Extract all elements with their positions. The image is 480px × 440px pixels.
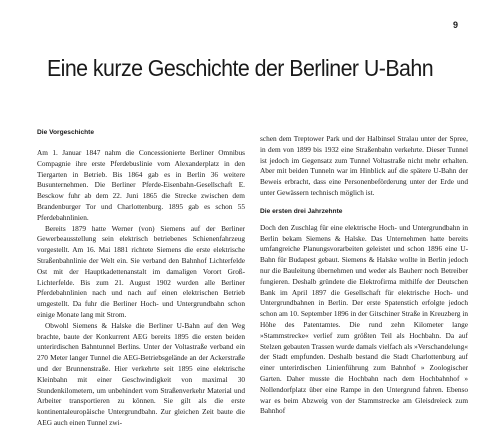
paragraph: Obwohl Siemens & Halske die Berliner U-Bahn auf den Weg brachte, baute der Konkurrent AEG bereits 1895 die ersten beiden unterirdischen Bahntunnel Berlins. Unter der Voltastraße verband ein 270 Meter langer Tunnel die AEG-Betriebsgelände an der Ackerstraße und der Brunnenstraße. Hier verkehrte seit 1895 eine elektrische Kleinbahn mit einer Geschwindigkeit von maximal 30 Stundenkilometern, um unbehindert vom Straßenverkehr Material und Arbeiter transportieren zu können. Sie gilt als die erste kontinentaleuropäische Untergrundbahn. Zur gleichen Zeit baute die AEG auch einen Tunnel zwi- <box>37 320 245 427</box>
left-column <box>37 128 245 429</box>
page-number: 9 <box>452 20 458 30</box>
paragraph: schen dem Treptower Park und der Halbinsel Stralau unter der Spree, in dem von 1899 bis 1932 eine Straßenbahn verkehrte. Dieser Tunnel ist jedoch im Gegensatz zum Tunnel Voltastraße nicht mehr erhalten. Aber mit beiden Tunneln war im Hinblick auf die spätere U-Bahn der Beweis erbracht, dass eine Personenbeförderung unter der Erde und unter Gewässern technisch möglich ist. <box>260 134 468 197</box>
section-heading-ersten-drei-jahrzehnte: Die ersten drei Jahrzehnte <box>260 207 343 215</box>
paragraph: Bereits 1879 hatte Werner (von) Siemens auf der Berliner Gewerbeausstellung sein elektrisch betriebenes Schienenfahrzeug vorgestellt. Am 16. Mai 1881 richtete Siemens die erste elektrische Straßenbahnlinie der Welt ein. Sie verband den Bahnhof Lichterfelde Ost mit der Hauptkadettenanstalt im damaligen Vorort Groß-Lichterfelde. Bis zum 21. August 1902 wurden alle Berliner Pferdebahnlinien nach und nach auf einen elektrischen Betrieb umgestellt. Da fuhr die Berliner Hoch- und Untergrundbahn schon einige Monate lang mit Strom. <box>37 223 245 319</box>
right-column <box>260 134 468 417</box>
paragraph: Am 1. Januar 1847 nahm die Concessionierte Berliner Omnibus Compagnie ihre erste Pferdebuslinie vom Alexanderplatz in den Tiergarten in Betrieb. Bis 1864 gab es in Berlin 36 weitere Busunternehmen. Die Berliner Pferde-Eisenbahn-Gesellschaft E. Besckow fuhr ab dem 22. Juni 1865 die Strecke zwischen dem Brandenburger Tor und Charlottenburg. 1895 gab es schon 55 Pferdebahnlinien. <box>37 148 245 222</box>
section-heading-vorgeschichte: Die Vorgeschichte <box>37 129 95 136</box>
paragraph: Doch den Zuschlag für eine elektrische Hoch- und Untergrundbahn in Berlin bekam Siemens & Halske. Das Unternehmen hatte bereits umfangreiche Planungsvorarbeiten geleistet und schon 1896 eine U-Bahn für Budapest gebaut. Siemens & Halske wollte in Berlin jedoch nur die Bauleitung übernehmen und weder als Bauherr noch Betreiber fungieren. Deshalb gründete die Elektrofirma mithilfe der Deutschen Bank im April 1897 die Gesellschaft für elektrische Hoch- und Untergrundbahnen in Berlin. Der erste Spatenstich erfolgte jedoch schon am 10. September 1896 in der Gitschiner Straße in Kreuzberg in Höhe des Patentamtes. Die rund zehn Kilometer lange »Stammstrecke« verlief zum größten Teil als Hochbahn. Da auf Stelzen gebauten Trassen wurde damals vielfach als »Verschandelung« der Stadt empfunden. Deshalb bestand die Stadt Charlottenburg auf einer unterirdischen Linienführung zum Bahnhof » Zoologischer Garten. Daher musste die Hochbahn nach dem Hochbahnhof » Nollendorfplatz über eine Rampe in den Untergrund fahren. Ebenso war es beim Abzweig von der Stammstrecke am Gleisdreieck zum Bahnhof <box>260 222 468 416</box>
page-title: Eine kurze Geschichte der Berliner U-Bahn <box>46 55 434 81</box>
